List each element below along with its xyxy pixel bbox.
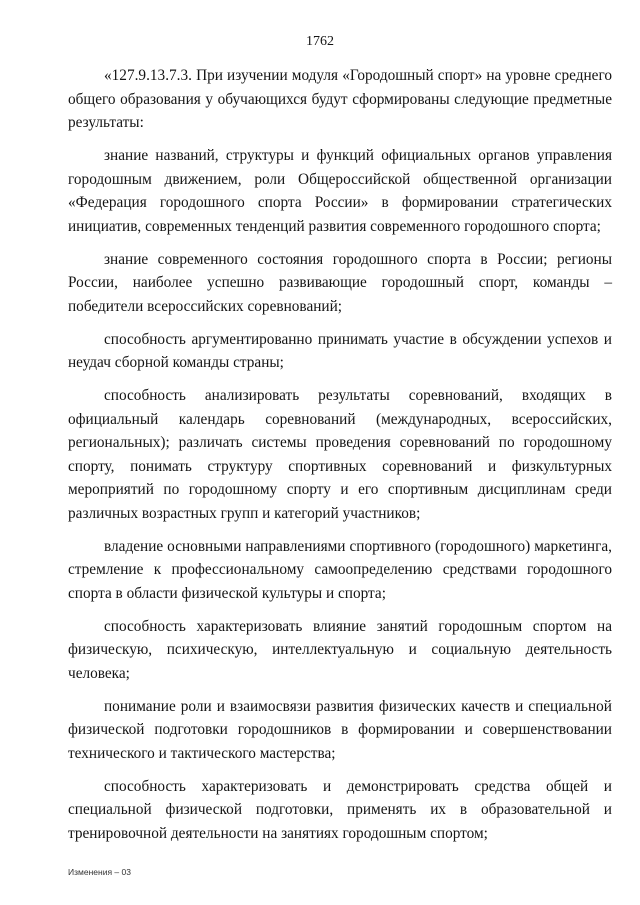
paragraph-physical-qualities: понимание роли и взаимосвязи развития физических качеств и специальной физической подготовки городошников в формировании и совершенствовании технического и тактического мастерства; (68, 697, 612, 762)
paragraph-knowledge-russia: знание современного состояния городошного спорта в России; регионы России, наиболее успешно развивающие городошный спорт, команды – победители всероссийских соревнований; (68, 250, 612, 315)
paragraph-competition-analysis: способность анализировать результаты соревнований, входящих в официальный календарь соревнований (международных, всероссийских, региональных); различать системы проведения соревнований по городошному спорту, понимать структуру спортивных соревнований и физкультурных мероприятий по городошному спорту и его спортивным дисциплинам среди различных возрастных групп и категорий участников; (68, 387, 612, 522)
paragraph-influence: способность характеризовать влияние занятий городошным спортом на физическую, психическую, интеллектуальную и социальную деятельность человека; (68, 617, 612, 682)
page-number: 1762 (306, 34, 334, 49)
paragraph-knowledge-governance: знание названий, структуры и функций официальных органов управления городошным движением, роли Общероссийской общественной организации «Федерация городошного спорта России» в формировании стратегических инициатив, современных тенденций развития современного городошного спорта; (68, 147, 612, 235)
paragraph-marketing: владение основными направлениями спортивного (городошного) маркетинга, стремление к профессиональному самоопределению средствами городошного спорта в области физической культуры и спорта; (68, 537, 612, 602)
paragraph-intro: «127.9.13.7.3. При изучении модуля «Городошный спорт» на уровне среднего общего образования у обучающихся будут сформированы следующие предметные результаты: (68, 67, 612, 131)
paragraph-physical-training: способность характеризовать и демонстрировать средства общей и специальной физической подготовки, применять их в образовательной и тренировочной деятельности на занятиях городошным спортом; (68, 777, 612, 842)
document-body (68, 64, 612, 855)
paragraph-discussion-ability: способность аргументированно принимать участие в обсуждении успехов и неудач сборной команды страны; (68, 330, 612, 371)
footer-revision: Изменения – 03 (68, 867, 131, 877)
